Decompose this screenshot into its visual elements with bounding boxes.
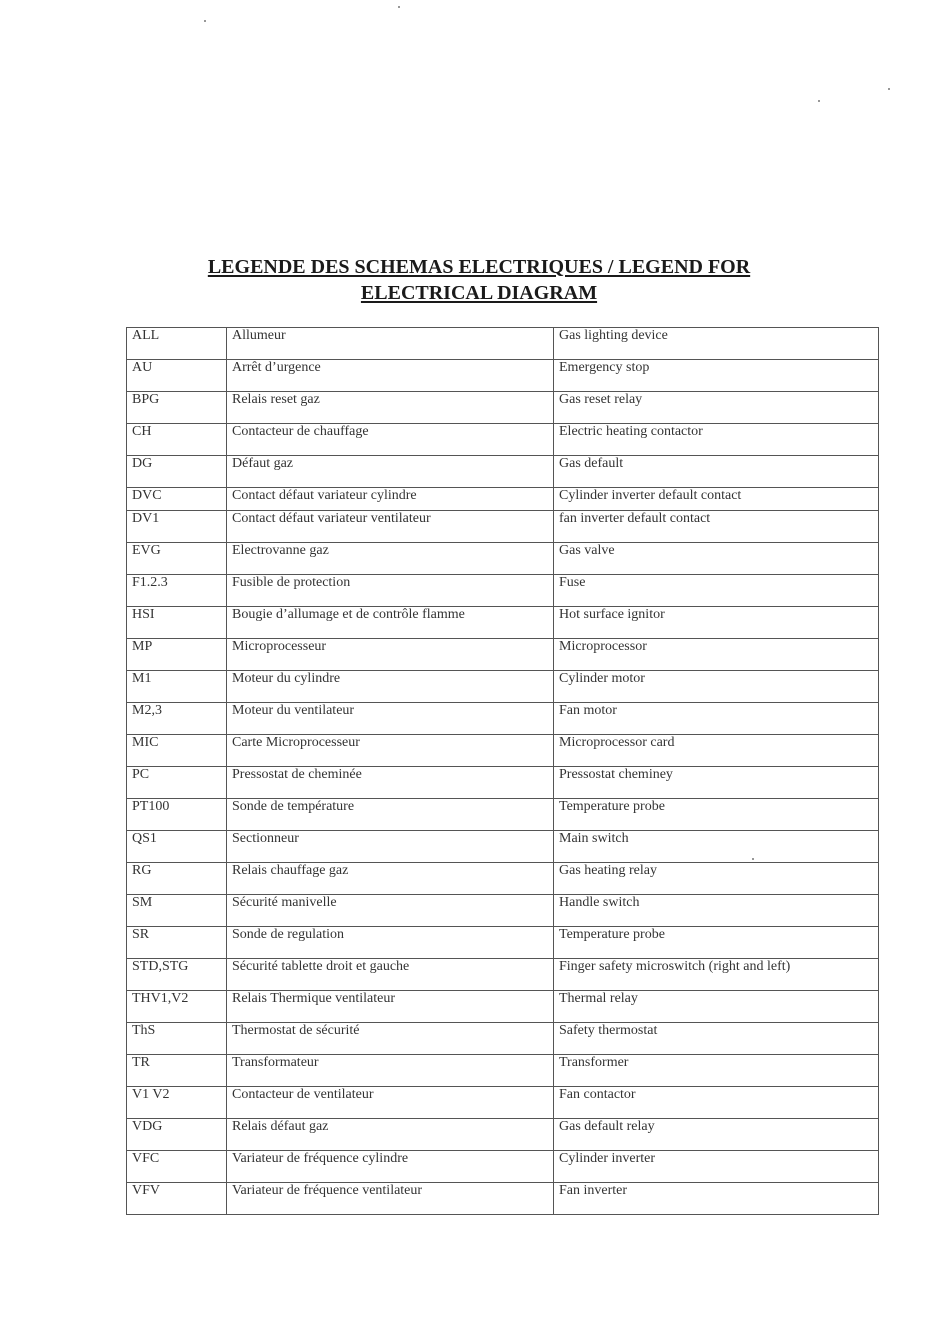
english-cell: Cylinder inverter default contact xyxy=(554,488,879,511)
french-cell: Sectionneur xyxy=(227,831,554,863)
table-row xyxy=(127,799,879,831)
code-cell: DV1 xyxy=(127,511,227,543)
english-cell: Cylinder inverter xyxy=(554,1151,879,1183)
code-cell: VDG xyxy=(127,1119,227,1151)
french-cell: Thermostat de sécurité xyxy=(227,1023,554,1055)
code-cell: VFV xyxy=(127,1183,227,1215)
table-row xyxy=(127,831,879,863)
code-cell: RG xyxy=(127,863,227,895)
french-cell: Fusible de protection xyxy=(227,575,554,607)
code-cell: THV1,V2 xyxy=(127,991,227,1023)
table-row xyxy=(127,488,879,511)
english-cell: Temperature probe xyxy=(554,799,879,831)
code-cell: STD,STG xyxy=(127,959,227,991)
french-cell: Contact défaut variateur ventilateur xyxy=(227,511,554,543)
french-cell: Sécurité tablette droit et gauche xyxy=(227,959,554,991)
french-cell: Allumeur xyxy=(227,328,554,360)
code-cell: M2,3 xyxy=(127,703,227,735)
scan-speck xyxy=(204,20,206,22)
french-cell: Moteur du ventilateur xyxy=(227,703,554,735)
code-cell: V1 V2 xyxy=(127,1087,227,1119)
code-cell: DVC xyxy=(127,488,227,511)
table-row xyxy=(127,424,879,456)
table-row xyxy=(127,639,879,671)
table-row xyxy=(127,456,879,488)
code-cell: M1 xyxy=(127,671,227,703)
english-cell: Gas heating relay xyxy=(554,863,879,895)
code-cell: HSI xyxy=(127,607,227,639)
french-cell: Microprocesseur xyxy=(227,639,554,671)
french-cell: Arrêt d’urgence xyxy=(227,360,554,392)
french-cell: Sonde de température xyxy=(227,799,554,831)
code-cell: ALL xyxy=(127,328,227,360)
english-cell: fan inverter default contact xyxy=(554,511,879,543)
table-row xyxy=(127,543,879,575)
french-cell: Contact défaut variateur cylindre xyxy=(227,488,554,511)
french-cell: Pressostat de cheminée xyxy=(227,767,554,799)
table-row xyxy=(127,328,879,360)
table-row xyxy=(127,1055,879,1087)
english-cell: Electric heating contactor xyxy=(554,424,879,456)
code-cell: EVG xyxy=(127,543,227,575)
table-row xyxy=(127,1119,879,1151)
table-row xyxy=(127,767,879,799)
code-cell: PC xyxy=(127,767,227,799)
scan-speck xyxy=(752,858,754,860)
french-cell: Défaut gaz xyxy=(227,456,554,488)
french-cell: Bougie d’allumage et de contrôle flamme xyxy=(227,607,554,639)
french-cell: Contacteur de ventilateur xyxy=(227,1087,554,1119)
english-cell: Thermal relay xyxy=(554,991,879,1023)
code-cell: F1.2.3 xyxy=(127,575,227,607)
english-cell: Gas valve xyxy=(554,543,879,575)
code-cell: ThS xyxy=(127,1023,227,1055)
code-cell: AU xyxy=(127,360,227,392)
table-row xyxy=(127,991,879,1023)
code-cell: QS1 xyxy=(127,831,227,863)
scan-speck xyxy=(398,6,400,8)
scan-speck xyxy=(818,100,820,102)
english-cell: Gas reset relay xyxy=(554,392,879,424)
english-cell: Fan contactor xyxy=(554,1087,879,1119)
table-row xyxy=(127,703,879,735)
table-row xyxy=(127,607,879,639)
legend-table xyxy=(126,327,879,1215)
english-cell: Fan motor xyxy=(554,703,879,735)
table-row xyxy=(127,863,879,895)
english-cell: Gas default relay xyxy=(554,1119,879,1151)
english-cell: Pressostat cheminey xyxy=(554,767,879,799)
english-cell: Main switch xyxy=(554,831,879,863)
scan-speck xyxy=(888,88,890,90)
table-row xyxy=(127,1087,879,1119)
english-cell: Microprocessor xyxy=(554,639,879,671)
code-cell: MIC xyxy=(127,735,227,767)
title-line-2: ELECTRICAL DIAGRAM xyxy=(360,282,598,304)
french-cell: Electrovanne gaz xyxy=(227,543,554,575)
french-cell: Relais défaut gaz xyxy=(227,1119,554,1151)
code-cell: SR xyxy=(127,927,227,959)
document-title xyxy=(0,254,950,306)
english-cell: Emergency stop xyxy=(554,360,879,392)
english-cell: Hot surface ignitor xyxy=(554,607,879,639)
table-row xyxy=(127,671,879,703)
french-cell: Relais Thermique ventilateur xyxy=(227,991,554,1023)
table-row xyxy=(127,959,879,991)
english-cell: Transformer xyxy=(554,1055,879,1087)
table-row xyxy=(127,895,879,927)
english-cell: Gas default xyxy=(554,456,879,488)
table-row xyxy=(127,392,879,424)
french-cell: Sonde de regulation xyxy=(227,927,554,959)
code-cell: VFC xyxy=(127,1151,227,1183)
english-cell: Gas lighting device xyxy=(554,328,879,360)
table-row xyxy=(127,1023,879,1055)
french-cell: Sécurité manivelle xyxy=(227,895,554,927)
table-row xyxy=(127,1183,879,1215)
french-cell: Variateur de fréquence ventilateur xyxy=(227,1183,554,1215)
english-cell: Handle switch xyxy=(554,895,879,927)
table-row xyxy=(127,927,879,959)
french-cell: Carte Microprocesseur xyxy=(227,735,554,767)
legend-table-body xyxy=(127,328,879,1215)
title-line-1: LEGENDE DES SCHEMAS ELECTRIQUES / LEGEND FOR xyxy=(207,256,751,278)
french-cell: Relais reset gaz xyxy=(227,392,554,424)
french-cell: Moteur du cylindre xyxy=(227,671,554,703)
english-cell: Microprocessor card xyxy=(554,735,879,767)
code-cell: CH xyxy=(127,424,227,456)
english-cell: Safety thermostat xyxy=(554,1023,879,1055)
english-cell: Fuse xyxy=(554,575,879,607)
english-cell: Cylinder motor xyxy=(554,671,879,703)
table-row xyxy=(127,511,879,543)
code-cell: SM xyxy=(127,895,227,927)
code-cell: DG xyxy=(127,456,227,488)
english-cell: Fan inverter xyxy=(554,1183,879,1215)
french-cell: Contacteur de chauffage xyxy=(227,424,554,456)
table-row xyxy=(127,360,879,392)
table-row xyxy=(127,575,879,607)
french-cell: Transformateur xyxy=(227,1055,554,1087)
french-cell: Relais chauffage gaz xyxy=(227,863,554,895)
code-cell: PT100 xyxy=(127,799,227,831)
code-cell: MP xyxy=(127,639,227,671)
english-cell: Temperature probe xyxy=(554,927,879,959)
english-cell: Finger safety microswitch (right and left) xyxy=(554,959,879,991)
french-cell: Variateur de fréquence cylindre xyxy=(227,1151,554,1183)
code-cell: BPG xyxy=(127,392,227,424)
code-cell: TR xyxy=(127,1055,227,1087)
table-row xyxy=(127,1151,879,1183)
table-row xyxy=(127,735,879,767)
